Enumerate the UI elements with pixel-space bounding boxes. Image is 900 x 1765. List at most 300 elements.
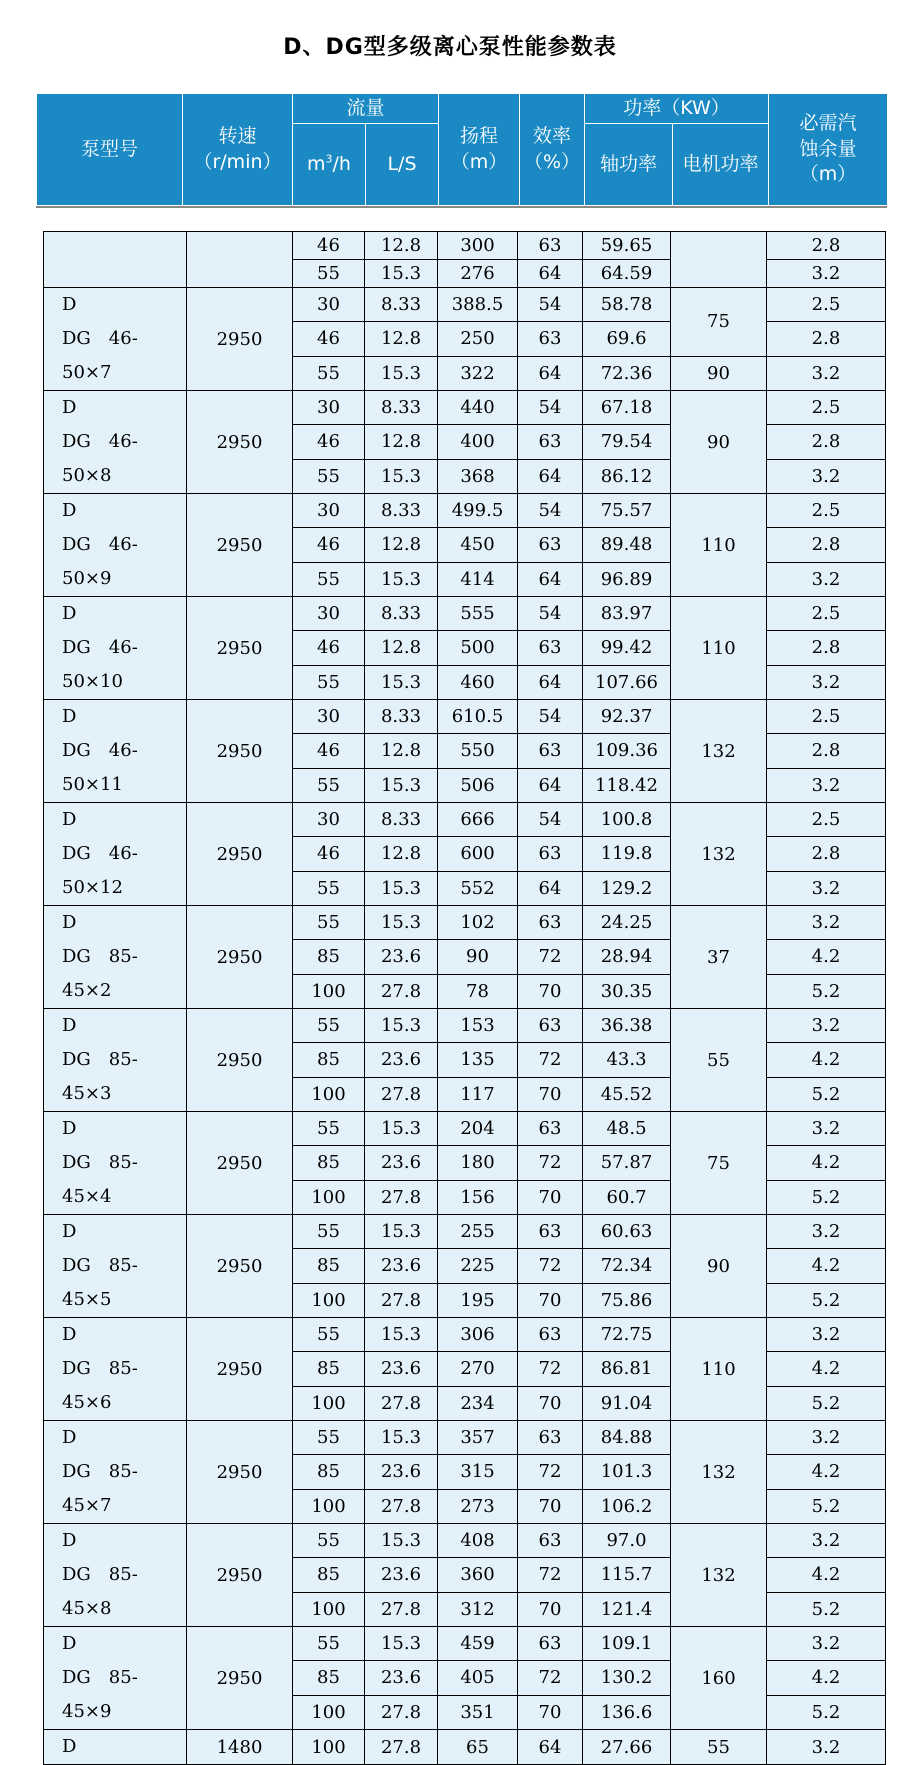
table-row — [44, 1524, 886, 1558]
model-name: DG 46-50×12 — [62, 843, 138, 898]
cell-flow-m3h: 30 — [293, 288, 365, 322]
cell-motor-power: 90 — [671, 391, 767, 494]
cell-efficiency: 64 — [518, 562, 583, 596]
cell-npsh: 2.5 — [767, 803, 886, 837]
table-row — [44, 1112, 886, 1146]
cell-model — [44, 803, 187, 906]
cell-flow-ls: 23.6 — [365, 1352, 438, 1386]
cell-speed: 2950 — [187, 1318, 293, 1421]
cell-flow-ls: 12.8 — [365, 425, 438, 459]
cell-speed: 2950 — [187, 597, 293, 700]
cell-flow-m3h: 100 — [293, 1386, 365, 1420]
cell-shaft-power: 101.3 — [583, 1455, 671, 1489]
cell-head: 153 — [438, 1009, 518, 1043]
cell-flow-ls: 15.3 — [365, 356, 438, 390]
table-row — [44, 1318, 886, 1352]
model-name: DG 46-50×8 — [62, 431, 138, 486]
cell-npsh: 3.2 — [767, 1627, 886, 1661]
cell-shaft-power: 60.63 — [583, 1215, 671, 1249]
cell-flow-m3h: 100 — [293, 1489, 365, 1523]
cell-flow-ls: 23.6 — [365, 1661, 438, 1695]
cell-flow-ls: 8.33 — [365, 597, 438, 631]
cell-flow-ls: 15.3 — [365, 1524, 438, 1558]
cell-flow-ls: 27.8 — [365, 1695, 438, 1729]
cell-motor-power: 90 — [671, 1215, 767, 1318]
cell-npsh: 2.8 — [767, 631, 886, 665]
cell-model — [44, 1112, 187, 1215]
cell-motor-power: 132 — [671, 803, 767, 906]
header-flow-ls: L/S — [366, 124, 439, 206]
cell-model — [44, 391, 187, 494]
cell-head: 195 — [438, 1283, 518, 1317]
cell-model — [44, 1009, 187, 1112]
cell-efficiency: 63 — [518, 1627, 583, 1661]
cell-head: 225 — [438, 1249, 518, 1283]
cell-shaft-power: 89.48 — [583, 528, 671, 562]
header-model: 泵型号 — [37, 94, 183, 206]
cell-npsh: 3.2 — [767, 1215, 886, 1249]
cell-motor-power: 132 — [671, 1421, 767, 1524]
header-npsh — [769, 94, 888, 206]
cell-flow-ls: 12.8 — [365, 837, 438, 871]
cell-head: 273 — [438, 1489, 518, 1523]
cell-head: 204 — [438, 1112, 518, 1146]
cell-flow-m3h: 85 — [293, 1661, 365, 1695]
cell-flow-ls: 23.6 — [365, 940, 438, 974]
cell-model — [44, 1421, 187, 1524]
cell-shaft-power: 86.81 — [583, 1352, 671, 1386]
cell-speed: 2950 — [187, 1627, 293, 1730]
cell-speed: 2950 — [187, 391, 293, 494]
cell-shaft-power: 30.35 — [583, 974, 671, 1008]
model-name: DG 85-45×2 — [62, 946, 138, 1001]
cell-shaft-power: 59.65 — [583, 232, 671, 260]
cell-shaft-power: 48.5 — [583, 1112, 671, 1146]
cell-model — [44, 1627, 187, 1730]
cell-head: 360 — [438, 1558, 518, 1592]
cell-head: 600 — [438, 837, 518, 871]
cell-shaft-power: 106.2 — [583, 1489, 671, 1523]
cell-head: 499.5 — [438, 494, 518, 528]
cell-flow-m3h: 55 — [293, 356, 365, 390]
cell-efficiency: 54 — [518, 288, 583, 322]
cell-speed: 2950 — [187, 1009, 293, 1112]
cell-head: 368 — [438, 459, 518, 493]
model-prefix: D — [62, 1015, 77, 1036]
cell-efficiency: 70 — [518, 1180, 583, 1214]
cell-npsh: 2.5 — [767, 391, 886, 425]
cell-efficiency: 63 — [518, 1421, 583, 1455]
cell-npsh: 5.2 — [767, 1592, 886, 1626]
cell-motor-power: 110 — [671, 597, 767, 700]
cell-shaft-power: 129.2 — [583, 871, 671, 905]
cell-npsh: 4.2 — [767, 1558, 886, 1592]
table-row — [44, 906, 886, 940]
cell-flow-m3h: 100 — [293, 1283, 365, 1317]
cell-npsh: 2.5 — [767, 700, 886, 734]
cell-head: 135 — [438, 1043, 518, 1077]
cell-head: 180 — [438, 1146, 518, 1180]
cell-model — [44, 288, 187, 391]
cell-head: 388.5 — [438, 288, 518, 322]
model-prefix: D — [62, 912, 77, 933]
cell-speed — [187, 232, 293, 288]
header-speed-unit: （r/min） — [193, 150, 282, 173]
table-row — [44, 391, 886, 425]
table-row — [44, 494, 886, 528]
cell-shaft-power: 60.7 — [583, 1180, 671, 1214]
cell-npsh: 3.2 — [767, 1730, 886, 1765]
cell-flow-ls: 8.33 — [365, 494, 438, 528]
cell-flow-m3h: 46 — [293, 528, 365, 562]
cell-npsh: 3.2 — [767, 871, 886, 905]
cell-npsh: 5.2 — [767, 1386, 886, 1420]
model-name: DG 85-45×6 — [62, 1358, 138, 1413]
cell-shaft-power: 72.75 — [583, 1318, 671, 1352]
cell-flow-m3h: 85 — [293, 1455, 365, 1489]
cell-shaft-power: 43.3 — [583, 1043, 671, 1077]
cell-efficiency: 54 — [518, 700, 583, 734]
model-name: DG 85-45×5 — [62, 1255, 138, 1310]
cell-flow-m3h: 55 — [293, 260, 365, 288]
cell-flow-m3h: 46 — [293, 734, 365, 768]
model-name: DG 46-50×10 — [62, 637, 138, 692]
cell-motor-power — [671, 232, 767, 288]
cell-head: 666 — [438, 803, 518, 837]
cell-flow-m3h: 46 — [293, 425, 365, 459]
cell-flow-ls: 15.3 — [365, 562, 438, 596]
header-head — [439, 94, 520, 206]
cell-npsh: 2.8 — [767, 232, 886, 260]
cell-efficiency: 72 — [518, 940, 583, 974]
cell-shaft-power: 24.25 — [583, 906, 671, 940]
cell-shaft-power: 136.6 — [583, 1695, 671, 1729]
cell-flow-m3h: 30 — [293, 803, 365, 837]
cell-flow-ls: 12.8 — [365, 631, 438, 665]
cell-efficiency: 63 — [518, 528, 583, 562]
cell-npsh: 2.5 — [767, 288, 886, 322]
cell-flow-m3h: 55 — [293, 1627, 365, 1661]
cell-model — [44, 232, 187, 288]
cell-flow-m3h: 46 — [293, 322, 365, 356]
cell-speed: 2950 — [187, 494, 293, 597]
header-npsh-unit: （m） — [799, 163, 857, 186]
cell-shaft-power: 58.78 — [583, 288, 671, 322]
cell-head: 459 — [438, 1627, 518, 1661]
cell-shaft-power: 84.88 — [583, 1421, 671, 1455]
cell-shaft-power: 91.04 — [583, 1386, 671, 1420]
cell-npsh: 3.2 — [767, 260, 886, 288]
cell-flow-m3h: 30 — [293, 597, 365, 631]
cell-motor-power: 132 — [671, 700, 767, 803]
cell-shaft-power: 57.87 — [583, 1146, 671, 1180]
cell-npsh: 4.2 — [767, 1043, 886, 1077]
cell-npsh: 2.5 — [767, 597, 886, 631]
cell-efficiency: 63 — [518, 1215, 583, 1249]
cell-shaft-power: 72.36 — [583, 356, 671, 390]
header-head-unit: （m） — [450, 150, 508, 173]
header-eff-unit: （%） — [523, 150, 581, 173]
cell-speed: 2950 — [187, 803, 293, 906]
cell-flow-m3h: 100 — [293, 974, 365, 1008]
cell-flow-ls: 15.3 — [365, 1215, 438, 1249]
cell-head: 156 — [438, 1180, 518, 1214]
cell-efficiency: 64 — [518, 459, 583, 493]
cell-motor-power: 55 — [671, 1009, 767, 1112]
cell-head: 65 — [438, 1730, 518, 1765]
cell-efficiency: 63 — [518, 425, 583, 459]
cell-flow-m3h: 85 — [293, 1352, 365, 1386]
cell-efficiency: 72 — [518, 1352, 583, 1386]
cell-shaft-power: 28.94 — [583, 940, 671, 974]
header-speed — [183, 94, 293, 206]
cell-shaft-power: 64.59 — [583, 260, 671, 288]
table-row — [44, 597, 886, 631]
cell-flow-ls: 8.33 — [365, 700, 438, 734]
cell-shaft-power: 92.37 — [583, 700, 671, 734]
cell-shaft-power: 119.8 — [583, 837, 671, 871]
model-name: DG 46-50×7 — [62, 328, 138, 383]
model-prefix: D — [62, 1221, 77, 1242]
cell-npsh: 2.8 — [767, 837, 886, 871]
cell-head: 322 — [438, 356, 518, 390]
cell-shaft-power: 86.12 — [583, 459, 671, 493]
cell-flow-ls: 27.8 — [365, 1180, 438, 1214]
cell-model — [44, 1730, 187, 1765]
cell-npsh: 4.2 — [767, 940, 886, 974]
cell-shaft-power: 121.4 — [583, 1592, 671, 1626]
cell-efficiency: 70 — [518, 1592, 583, 1626]
cell-npsh: 3.2 — [767, 1318, 886, 1352]
cell-motor-power: 75 — [671, 1112, 767, 1215]
cell-model — [44, 906, 187, 1009]
page-title: D、DG型多级离心泵性能参数表 — [283, 35, 617, 60]
cell-npsh: 5.2 — [767, 1077, 886, 1111]
cell-head: 90 — [438, 940, 518, 974]
cell-flow-ls: 8.33 — [365, 803, 438, 837]
cell-flow-ls: 15.3 — [365, 665, 438, 699]
table-row — [44, 803, 886, 837]
model-prefix: D — [62, 603, 77, 624]
header-shaft-power: 轴功率 — [585, 124, 673, 206]
cell-npsh: 3.2 — [767, 1524, 886, 1558]
cell-flow-m3h: 55 — [293, 1009, 365, 1043]
cell-shaft-power: 83.97 — [583, 597, 671, 631]
cell-npsh: 3.2 — [767, 459, 886, 493]
pump-data-table — [43, 231, 886, 1765]
cell-motor-power: 37 — [671, 906, 767, 1009]
table-row — [44, 1730, 886, 1765]
model-prefix: D — [62, 706, 77, 727]
cell-flow-ls: 23.6 — [365, 1558, 438, 1592]
cell-shaft-power: 72.34 — [583, 1249, 671, 1283]
cell-speed: 2950 — [187, 1112, 293, 1215]
cell-head: 408 — [438, 1524, 518, 1558]
model-name: DG 85-45×4 — [62, 1152, 138, 1207]
cell-flow-m3h: 55 — [293, 1215, 365, 1249]
cell-npsh: 3.2 — [767, 562, 886, 596]
cell-head: 255 — [438, 1215, 518, 1249]
cell-npsh: 4.2 — [767, 1146, 886, 1180]
cell-efficiency: 63 — [518, 1318, 583, 1352]
table-row — [44, 1215, 886, 1249]
cell-head: 414 — [438, 562, 518, 596]
cell-efficiency: 54 — [518, 803, 583, 837]
model-name: DG 85-45×9 — [62, 1667, 138, 1722]
model-prefix: D — [62, 1633, 77, 1654]
cell-flow-m3h: 100 — [293, 1180, 365, 1214]
cell-flow-ls: 15.3 — [365, 1112, 438, 1146]
cell-model — [44, 1524, 187, 1627]
cell-flow-ls: 12.8 — [365, 528, 438, 562]
cell-shaft-power: 75.86 — [583, 1283, 671, 1317]
cell-flow-ls: 23.6 — [365, 1455, 438, 1489]
cell-model — [44, 1318, 187, 1421]
cell-flow-ls: 15.3 — [365, 459, 438, 493]
cell-efficiency: 64 — [518, 665, 583, 699]
cell-efficiency: 54 — [518, 494, 583, 528]
cell-shaft-power: 36.38 — [583, 1009, 671, 1043]
cell-flow-m3h: 46 — [293, 631, 365, 665]
cell-shaft-power: 69.6 — [583, 322, 671, 356]
cell-flow-m3h: 55 — [293, 1112, 365, 1146]
cell-npsh: 5.2 — [767, 1695, 886, 1729]
header-flow: 流量 — [293, 94, 439, 124]
cell-head: 306 — [438, 1318, 518, 1352]
cell-flow-m3h: 85 — [293, 1043, 365, 1077]
cell-shaft-power: 79.54 — [583, 425, 671, 459]
cell-shaft-power: 97.0 — [583, 1524, 671, 1558]
cell-efficiency: 63 — [518, 1524, 583, 1558]
cell-flow-m3h: 85 — [293, 1249, 365, 1283]
cell-npsh: 5.2 — [767, 974, 886, 1008]
cell-flow-m3h: 85 — [293, 1558, 365, 1592]
header-efficiency — [520, 94, 585, 206]
cell-flow-ls: 12.8 — [365, 232, 438, 260]
cell-flow-m3h: 100 — [293, 1592, 365, 1626]
cell-npsh: 2.8 — [767, 528, 886, 562]
cell-motor-power: 110 — [671, 1318, 767, 1421]
cell-npsh: 3.2 — [767, 768, 886, 802]
cell-shaft-power: 99.42 — [583, 631, 671, 665]
cell-flow-ls: 15.3 — [365, 1318, 438, 1352]
cell-flow-ls: 23.6 — [365, 1043, 438, 1077]
header-flow-m3h: $m^3/h$ — [293, 124, 366, 206]
model-name: DG 85-45×7 — [62, 1461, 138, 1516]
cell-head: 234 — [438, 1386, 518, 1420]
table-row — [44, 700, 886, 734]
cell-efficiency: 63 — [518, 322, 583, 356]
cell-head: 405 — [438, 1661, 518, 1695]
cell-efficiency: 70 — [518, 1077, 583, 1111]
cell-head: 300 — [438, 232, 518, 260]
cell-efficiency: 64 — [518, 768, 583, 802]
cell-efficiency: 70 — [518, 974, 583, 1008]
cell-efficiency: 72 — [518, 1661, 583, 1695]
table-header — [36, 93, 888, 206]
cell-shaft-power: 96.89 — [583, 562, 671, 596]
cell-head: 552 — [438, 871, 518, 905]
cell-shaft-power: 109.36 — [583, 734, 671, 768]
cell-head: 78 — [438, 974, 518, 1008]
cell-flow-m3h: 30 — [293, 494, 365, 528]
cell-shaft-power: 45.52 — [583, 1077, 671, 1111]
table-row — [44, 1421, 886, 1455]
cell-efficiency: 64 — [518, 260, 583, 288]
header-npsh-label: 必需汽蚀余量 — [799, 112, 857, 160]
cell-speed: 2950 — [187, 700, 293, 803]
cell-flow-ls: 27.8 — [365, 1730, 438, 1765]
cell-flow-m3h: 55 — [293, 665, 365, 699]
cell-efficiency: 64 — [518, 1730, 583, 1765]
cell-efficiency: 63 — [518, 631, 583, 665]
cell-npsh: 3.2 — [767, 906, 886, 940]
cell-npsh: 3.2 — [767, 1009, 886, 1043]
cell-flow-ls: 15.3 — [365, 260, 438, 288]
cell-flow-ls: 15.3 — [365, 1627, 438, 1661]
cell-shaft-power: 107.66 — [583, 665, 671, 699]
table-row — [44, 1627, 886, 1661]
cell-model — [44, 494, 187, 597]
cell-npsh: 3.2 — [767, 1421, 886, 1455]
cell-head: 440 — [438, 391, 518, 425]
cell-npsh: 4.2 — [767, 1249, 886, 1283]
model-prefix: D — [62, 1118, 77, 1139]
cell-flow-m3h: 55 — [293, 906, 365, 940]
cell-motor-power: 110 — [671, 494, 767, 597]
cell-efficiency: 70 — [518, 1695, 583, 1729]
cell-efficiency: 63 — [518, 1112, 583, 1146]
cell-flow-m3h: 30 — [293, 700, 365, 734]
table-row — [44, 232, 886, 260]
cell-flow-m3h: 100 — [293, 1077, 365, 1111]
cell-efficiency: 70 — [518, 1489, 583, 1523]
cell-head: 500 — [438, 631, 518, 665]
cell-flow-m3h: 55 — [293, 459, 365, 493]
cell-npsh: 4.2 — [767, 1352, 886, 1386]
cell-head: 250 — [438, 322, 518, 356]
cell-flow-m3h: 100 — [293, 1695, 365, 1729]
model-name: DG 85-45×8 — [62, 1564, 138, 1619]
cell-flow-ls: 12.8 — [365, 322, 438, 356]
cell-npsh: 2.8 — [767, 734, 886, 768]
cell-efficiency: 63 — [518, 1009, 583, 1043]
cell-efficiency: 72 — [518, 1043, 583, 1077]
cell-flow-m3h: 55 — [293, 1524, 365, 1558]
cell-shaft-power: 118.42 — [583, 768, 671, 802]
cell-head: 315 — [438, 1455, 518, 1489]
cell-motor-power: 75 — [671, 288, 767, 357]
cell-speed: 2950 — [187, 1421, 293, 1524]
cell-flow-ls: 8.33 — [365, 391, 438, 425]
cell-head: 555 — [438, 597, 518, 631]
cell-head: 117 — [438, 1077, 518, 1111]
header-eff-label: 效率 — [533, 124, 572, 147]
cell-flow-ls: 15.3 — [365, 871, 438, 905]
cell-efficiency: 72 — [518, 1146, 583, 1180]
cell-npsh: 2.8 — [767, 322, 886, 356]
cell-efficiency: 63 — [518, 906, 583, 940]
cell-flow-ls: 27.8 — [365, 1386, 438, 1420]
cell-flow-m3h: 55 — [293, 1318, 365, 1352]
cell-efficiency: 72 — [518, 1249, 583, 1283]
cell-flow-m3h: 85 — [293, 1146, 365, 1180]
cell-flow-m3h: 55 — [293, 1421, 365, 1455]
cell-flow-ls: 27.8 — [365, 974, 438, 1008]
model-name: DG 46-50×9 — [62, 534, 138, 589]
cell-flow-m3h: 46 — [293, 837, 365, 871]
header-speed-label: 转速 — [218, 124, 257, 147]
